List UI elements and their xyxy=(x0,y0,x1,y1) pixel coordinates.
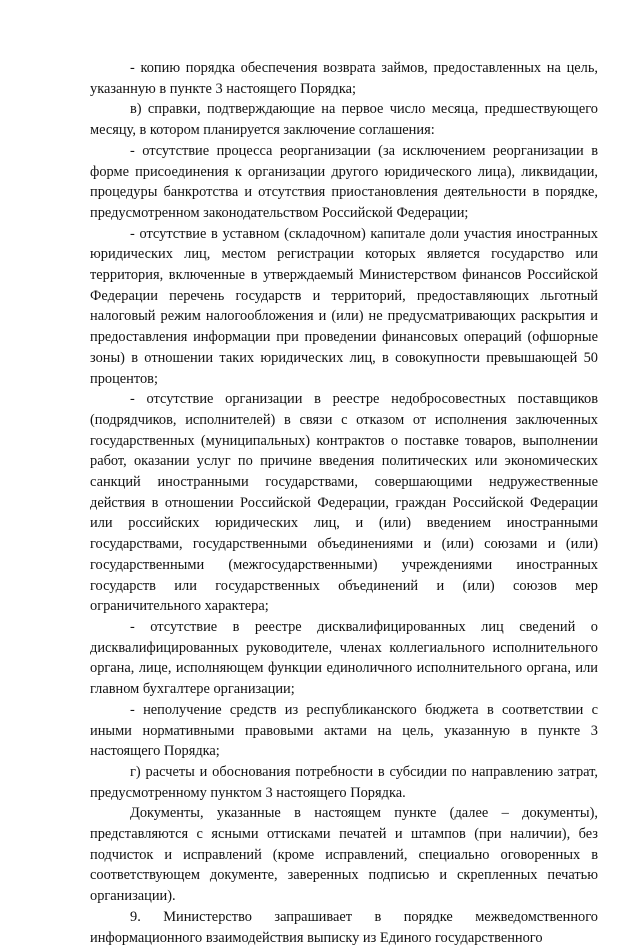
paragraph-no-reorganization: - отсутствие процесса реорганизации (за исключением реорганизации в форме присоединения к организации другого юридического лица), ликвидации, процедуры банкротства и отсутствия приостановления деятельности в порядке, предусмотренном законодательством Российской Федерации; xyxy=(90,142,598,221)
paragraph-documents-requirements: Документы, указанные в настоящем пункте (далее – документы), представляются с ясными оттисками печатей и штампов (при наличии), без подчисток и исправлений (кроме исправлений, специально оговоренных в соответствующем документе, заверенных подписью и скрепленных печатью организации). xyxy=(90,805,598,905)
paragraph-ministry-request: 9. Министерство запрашивает в порядке межведомственного информационного взаимодействия выписку из Единого государственного xyxy=(90,908,598,946)
paragraph-calculations: г) расчеты и обоснования потребности в субсидии по направлению затрат, предусмотренному пунктом 3 настоящего Порядка. xyxy=(90,763,598,801)
paragraph-certificates: в) справки, подтверждающие на первое число месяца, предшествующего месяцу, в котором планируется заключение соглашения: xyxy=(90,101,598,139)
paragraph-no-budget-funds: - неполучение средств из республиканского бюджета в соответствии с иными нормативными правовыми актами на цель, указанную в пункте 3 настоящего Порядка; xyxy=(90,701,598,760)
paragraph-loan-repayment-copy: - копию порядка обеспечения возврата займов, предоставленных на цель, указанную в пункте 3 настоящего Порядка; xyxy=(90,60,598,97)
paragraph-no-foreign-share: - отсутствие в уставном (складочном) капитале доли участия иностранных юридических лиц, местом регистрации которых является государство или территория, включенные в утверждаемый Министерством финансов Российской Федерации перечень государств и территорий, предоставляющих льготный налоговый режим налогообложения и (или) не предусматривающих раскрытия и предоставления информации при проведении финансовых операций (офшорные зоны) в отношении таких юридических лиц, в совокупности превышающей 50 процентов; xyxy=(90,225,598,387)
paragraph-no-disqualified-persons: - отсутствие в реестре дисквалифицированных лиц сведений о дисквалифицированных руководителе, членах коллегиального исполнительного органа, лице, исполняющем функции единоличного исполнительного органа, или главном бухгалтере организации; xyxy=(90,618,598,698)
document-page xyxy=(90,58,598,948)
paragraph-no-unfair-suppliers: - отсутствие организации в реестре недобросовестных поставщиков (подрядчиков, исполнителей) в связи с отказом от исполнения заключенных государственных (муниципальных) контрактов о поставке товаров, выполнении работ, оказании услуг по причине введения политических или экономических санкций иностранными государствами, совершающими недружественные действия в отношении Российской Федерации, граждан Российской Федерации или российских юридических лиц, и (или) введением иностранными государствами, государственными объединениями и (или) союзами и (или) государственными (межгосударственными) учреждениями иностранных государств или государственных объединений и (или) союзов мер ограничительного характера; xyxy=(90,391,598,615)
